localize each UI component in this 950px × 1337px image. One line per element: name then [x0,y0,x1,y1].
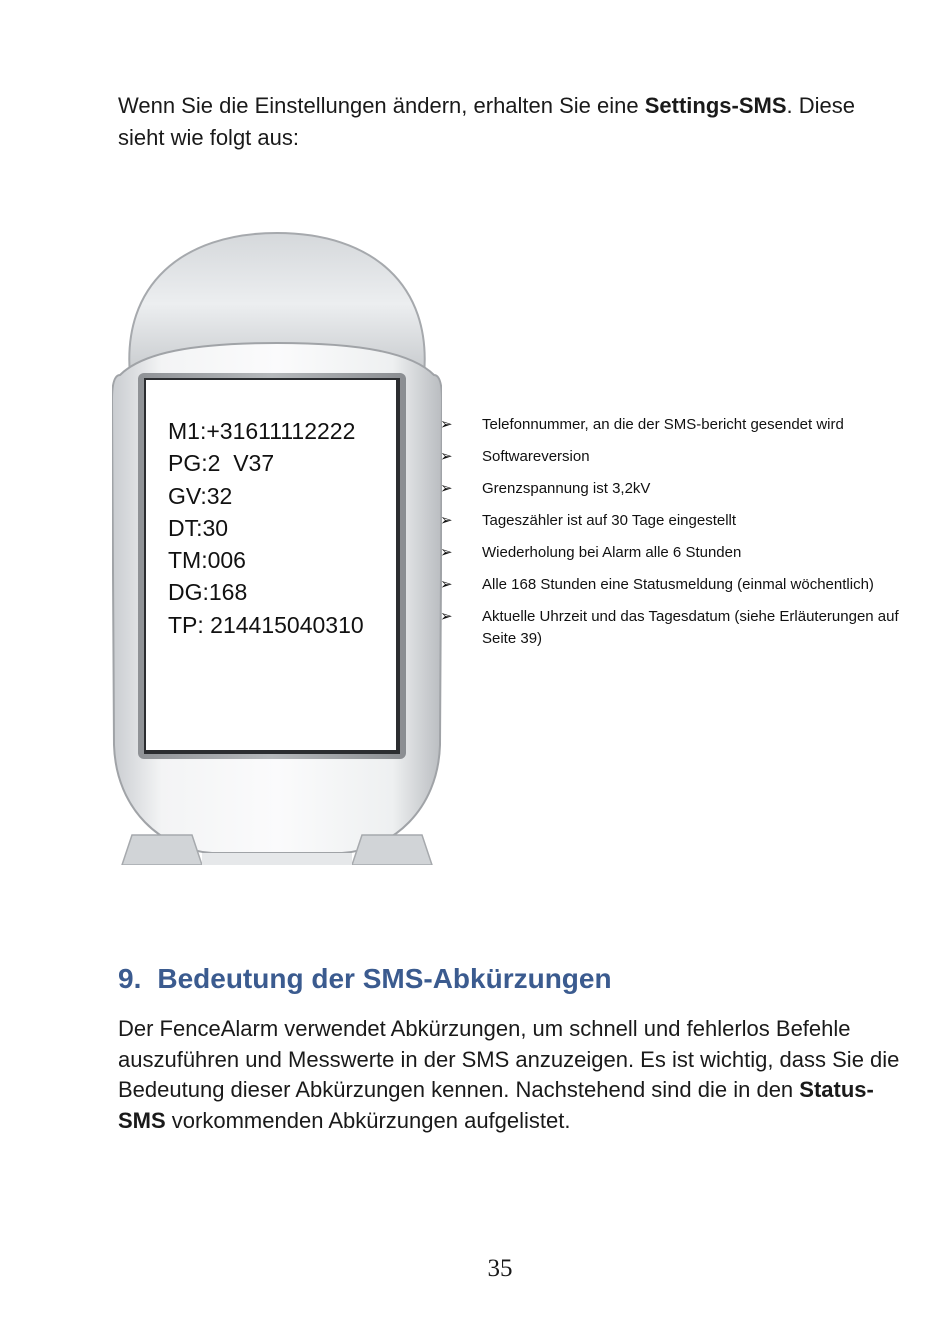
sms-line: M1:+31611112222 [168,418,356,444]
explanation-item [440,414,925,436]
explanation-item [440,478,925,500]
section-number: 9. [118,963,142,994]
section-title: Bedeutung der SMS-Abkürzungen [157,963,612,994]
explanation-item [440,574,925,596]
section-heading [118,963,612,995]
explanation-text: Tageszähler ist auf 30 Tage eingestellt [482,512,737,529]
arrow-bullet-icon: ➢ [440,576,453,593]
arrow-bullet-icon: ➢ [440,608,453,625]
explanation-item [440,606,925,650]
section-paragraph [118,1014,908,1137]
arrow-bullet-icon: ➢ [440,480,453,497]
sms-line: GV:32 [168,482,233,509]
explanation-item [440,542,925,564]
paragraph-text-end: vorkommenden Abkürzungen aufgelistet. [165,1108,571,1134]
explanation-text: Softwareversion [482,448,590,465]
explanation-list [440,414,925,660]
intro-text-start: Wenn Sie die Einstellungen ändern, erhalten Sie eine [118,93,645,118]
intro-text-end: . Diese sieht wie folgt aus: [118,93,856,150]
arrow-bullet-icon: ➢ [440,544,453,561]
explanation-item [440,510,925,532]
sms-line: TP: 214415040310 [168,611,364,638]
sms-line: DT:30 [168,514,229,541]
arrow-bullet-icon: ➢ [440,416,453,433]
arrow-bullet-icon: ➢ [440,512,453,529]
page-number: 35 [487,1255,513,1282]
sms-line: PG:2 V37 [168,450,275,477]
paragraph-text-start: Der FenceAlarm verwendet Abkürzungen, um schnell und fehlerlos Befehle auszuführen und Messwerte in der SMS anzuzeigen. Es ist wichtig, dass Sie die Bedeutung dieser Abkürzungen kennen. Nachstehend sind die in den [118,1016,900,1103]
explanation-text: Wiederholung bei Alarm alle 6 Stunden [482,544,742,561]
explanation-text: Alle 168 Stunden eine Statusmeldung (einmal wöchentlich) [482,576,874,593]
explanation-text: Grenzspannung ist 3,2kV [482,480,651,497]
arrow-bullet-icon: ➢ [440,448,453,465]
sms-line: TM:006 [168,547,246,574]
intro-bold-term: Settings-SMS [644,93,787,118]
sms-text-lines [168,415,364,641]
paragraph-bold-term: Status-SMS [118,1077,874,1134]
sms-line: DG:168 [168,579,248,606]
explanation-item [440,446,925,468]
intro-paragraph [118,90,878,154]
explanation-text: Telefonnummer, an die der SMS-bericht gesendet wird [482,416,844,433]
explanation-text: Aktuelle Uhrzeit und das Tagesdatum (siehe Erläuterungen auf Seite 39) [482,608,899,647]
